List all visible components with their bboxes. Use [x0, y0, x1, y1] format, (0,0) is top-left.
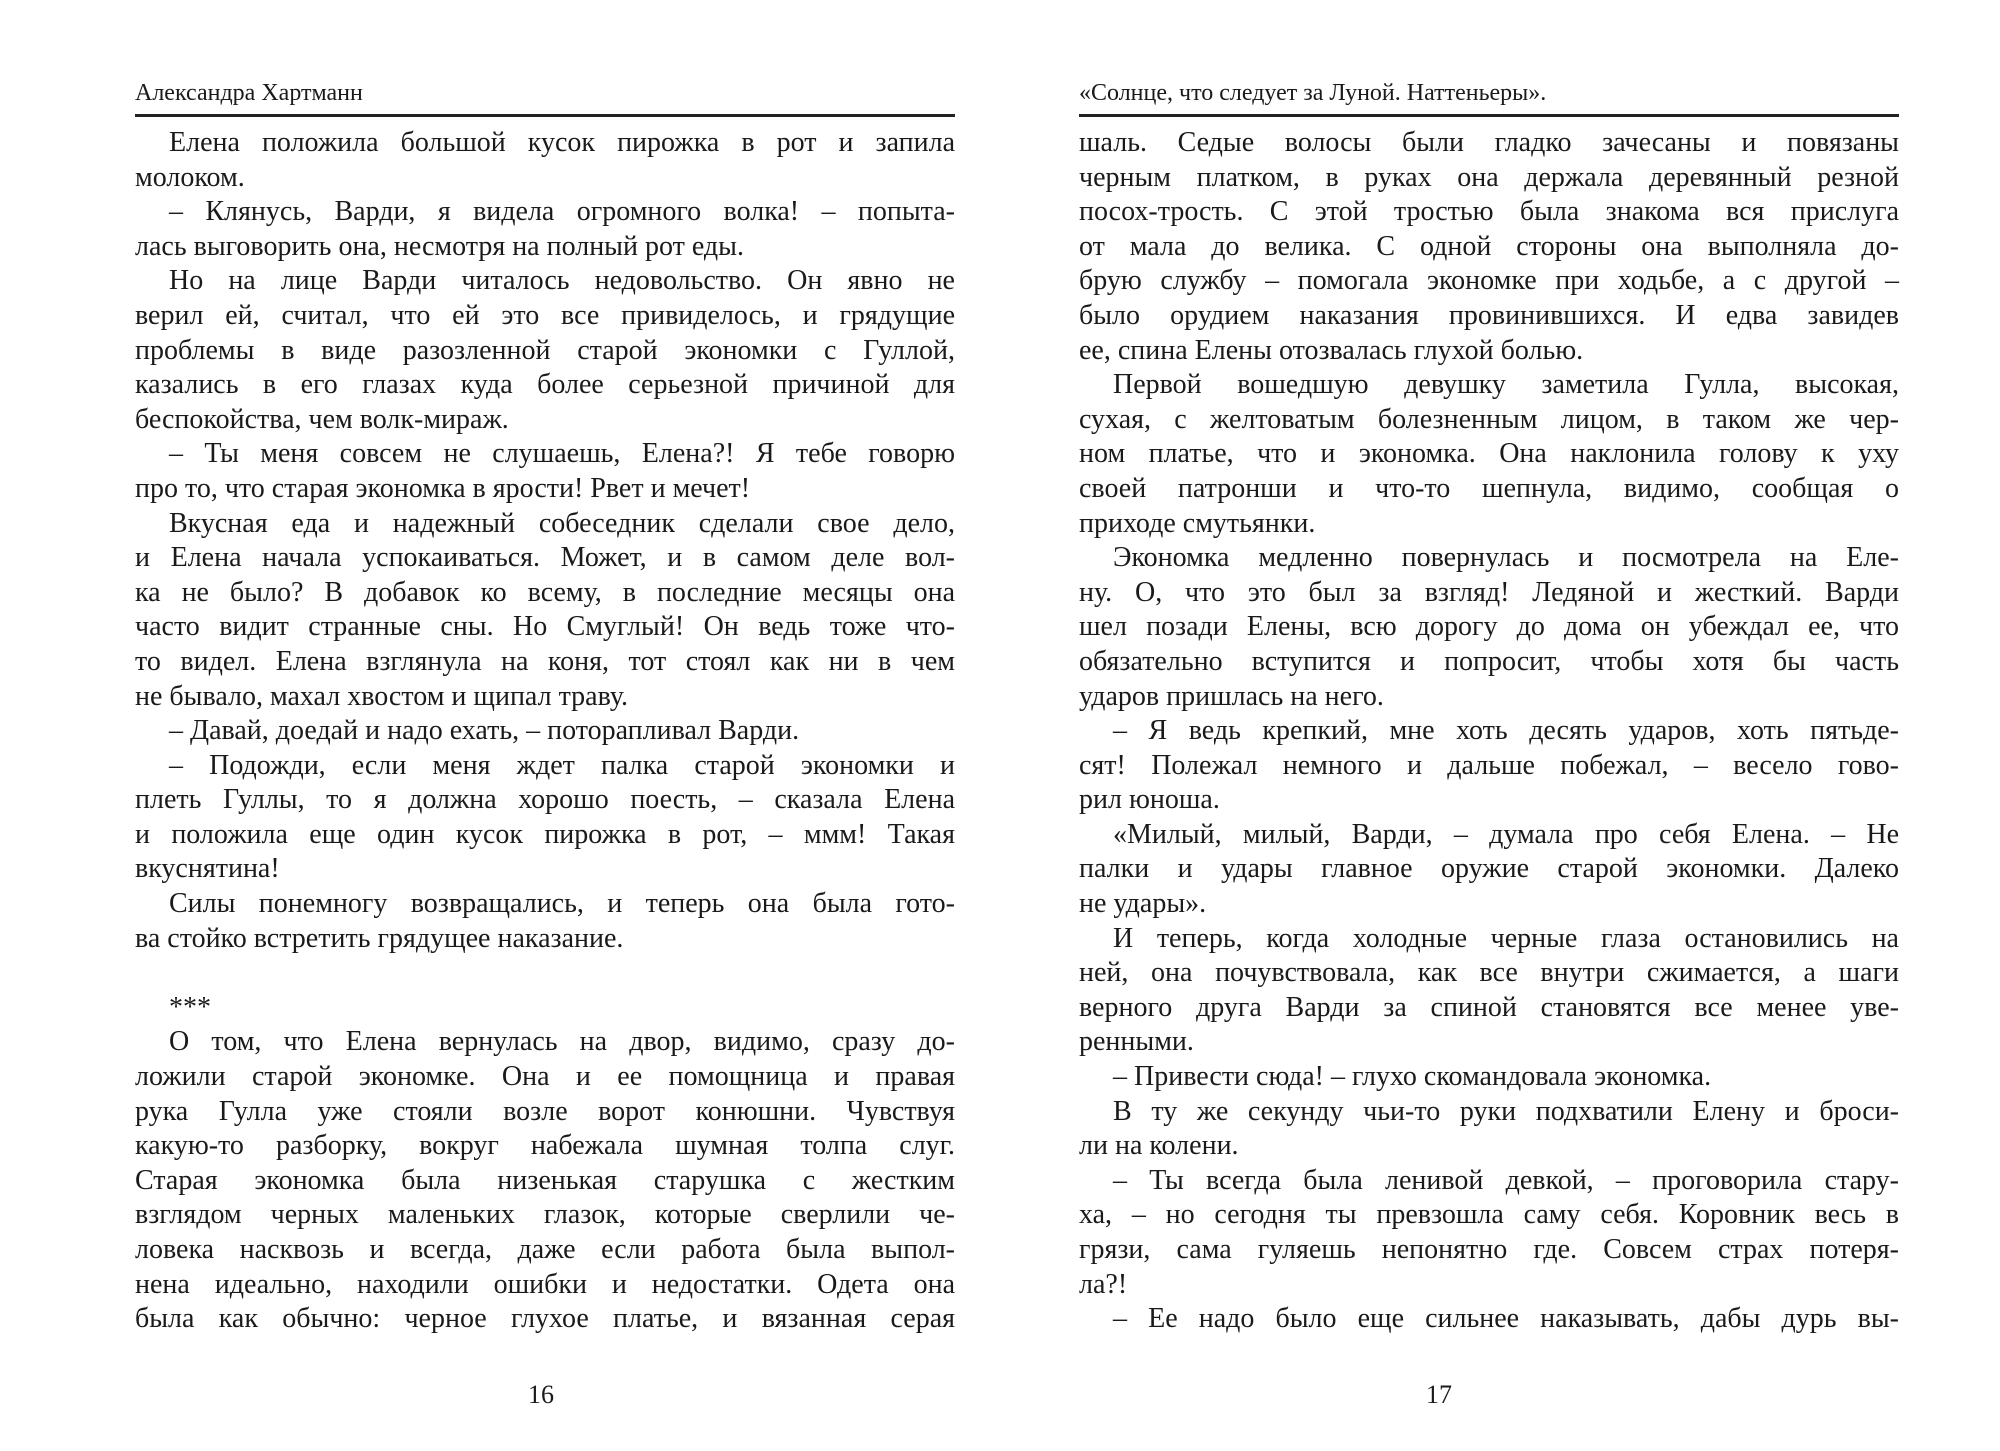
text-line: от мала до велика. С одной стороны она выполняла до- [1079, 230, 1899, 262]
text-line: обязательно вступится и попросит, чтобы хотя бы часть [1079, 645, 1899, 677]
page-number: 16 [528, 1380, 554, 1409]
text-line: Вкусная еда и надежный собеседник сделали свое дело, [169, 507, 955, 539]
text-line: черным платком, в руках она держала деревянный резной [1079, 161, 1899, 193]
text-line: палки и удары главное оружие старой экономки. Далеко [1079, 853, 1899, 885]
text-line: нена идеально, находили ошибки и недостатки. Одета она [135, 1268, 955, 1300]
text-line: О том, что Елена вернулась на двор, видимо, сразу до- [169, 1026, 955, 1058]
text-line: – Подожди, если меня ждет палка старой экономки и [169, 749, 955, 781]
text-line: брую службу – помогала экономке при ходьбе, а с другой – [1079, 265, 1899, 297]
text-line: посох-трость. С этой тростью была знакома вся прислуга [1079, 196, 1899, 228]
text-line: не бывало, махал хвостом и щипал траву. [135, 680, 629, 712]
text-line: ловека насквозь и всегда, даже если работа была выпол- [135, 1234, 955, 1265]
text-line: беспокойства, чем волк-мираж. [135, 403, 509, 435]
text-line: – Ты всегда была ленивой девкой, – проговорила стару- [1113, 1164, 1899, 1196]
page-number: 17 [1426, 1380, 1452, 1409]
text-line: ном платье, что и экономка. Она наклонила голову к уху [1079, 438, 1899, 470]
running-head-author: Александра Хартманн [135, 80, 363, 106]
text-line: ка не было? В добавок ко всему, в последние месяцы она [135, 576, 955, 608]
text-line: своей патронши и что-то шепнула, видимо, сообщая о [1079, 472, 1899, 504]
page-body [135, 126, 955, 1337]
text-line: и Елена начала успокаиваться. Может, и в самом деле вол- [135, 542, 955, 574]
text-line: верил ей, считал, что ей это все привиделось, и грядущие [135, 299, 955, 331]
text-line: не удары». [1079, 888, 1207, 920]
text-line: про то, что старая экономка в ярости! Рвет и мечет! [135, 472, 751, 504]
text-line: какую-то разборку, вокруг набежала шумная толпа слуг. [135, 1130, 955, 1162]
text-line: часто видит странные сны. Но Смуглый! Он ведь тоже что- [135, 611, 955, 643]
text-line: была как обычно: черное глухое платье, и вязанная серая [135, 1303, 955, 1335]
blank-line [135, 956, 955, 991]
text-line: казались в его глазах куда более серьезной причиной для [135, 369, 955, 401]
text-line: было орудием наказания провинившихся. И едва завидев [1079, 299, 1899, 331]
text-line: ха, – но сегодня ты превзошла саму себя. Коровник весь в [1079, 1199, 1899, 1231]
text-line: плеть Гуллы, то я должна хорошо поесть, – сказала Елена [135, 784, 955, 816]
text-line: шаль. Седые волосы были гладко зачесаны и повязаны [1079, 127, 1899, 158]
text-line: лась выговорить она, несмотря на полный рот еды. [135, 230, 744, 262]
header-rule [1079, 114, 1899, 117]
text-line: ударов пришлась на него. [1079, 680, 1384, 712]
section-break: *** [169, 991, 211, 1023]
page-body [1079, 126, 1899, 1337]
text-line: вкуснятина! [135, 853, 280, 885]
text-line: рука Гулла уже стояли возле ворот конюшни. Чувствуя [135, 1095, 955, 1127]
text-line: рил юноша. [1079, 784, 1220, 816]
text-line: молоком. [135, 161, 245, 193]
text-line: В ту же секунду чьи-то руки подхватили Елену и броси- [1113, 1095, 1899, 1127]
text-line: и положила еще один кусок пирожка в рот, – ммм! Такая [135, 818, 955, 850]
text-line: сухая, с желтоватым болезненным лицом, в таком же чер- [1079, 403, 1899, 435]
text-line: ложили старой экономке. Она и ее помощница и правая [135, 1061, 955, 1093]
text-line: – Я ведь крепкий, мне хоть десять ударов, хоть пятьде- [1113, 715, 1899, 747]
text-line: Силы понемногу возвращались, и теперь она была гото- [169, 888, 955, 920]
text-line: ва стойко встретить грядущее наказание. [135, 922, 624, 954]
text-line: ренными. [1079, 1026, 1194, 1058]
running-head-title: «Солнце, что следует за Луной. Наттеньеры». [1079, 80, 1547, 106]
text-line: Елена положила большой кусок пирожка в рот и запила [169, 127, 955, 158]
text-line: проблемы в виде разозленной старой экономки с Гуллой, [135, 334, 955, 366]
text-line: ней, она почувствовала, как все внутри сжимается, а шаги [1079, 957, 1899, 989]
text-line: ла?! [1079, 1268, 1128, 1300]
text-line: ну. О, что это был за взгляд! Ледяной и жесткий. Варди [1079, 576, 1899, 608]
text-line: И теперь, когда холодные черные глаза остановились на [1113, 922, 1899, 954]
text-line: – Ты меня совсем не слушаешь, Елена?! Я тебе говорю [169, 438, 955, 470]
text-line: Но на лице Варди читалось недовольство. Он явно не [169, 265, 955, 297]
text-line: – Давай, доедай и надо ехать, – поторапливал Варди. [169, 715, 800, 747]
text-line: Первой вошедшую девушку заметила Гулла, высокая, [1113, 369, 1899, 401]
text-line: то видел. Елена взглянула на коня, тот стоял как ни в чем [135, 645, 955, 677]
text-line: грязи, сама гуляешь непонятно где. Совсем страх потеря- [1079, 1234, 1899, 1265]
text-line: взглядом черных маленьких глазок, которые сверлили че- [135, 1199, 955, 1231]
text-line: приходе смутьянки. [1079, 507, 1316, 539]
text-line: сят! Полежал немного и дальше побежал, – весело гово- [1079, 749, 1899, 781]
right-page [1079, 0, 1899, 1451]
text-line: – Клянусь, Варди, я видела огромного волка! – попыта- [169, 196, 955, 228]
text-line: шел позади Елены, всю дорогу до дома он убеждал ее, что [1079, 611, 1899, 643]
text-line: Экономка медленно повернулась и посмотрела на Еле- [1113, 542, 1899, 574]
header-rule [135, 114, 955, 117]
text-line: Старая экономка была низенькая старушка с жестким [135, 1164, 955, 1196]
text-line: верного друга Варди за спиной становятся все менее уве- [1079, 991, 1899, 1023]
text-line: «Милый, милый, Варди, – думала про себя Елена. – Не [1113, 818, 1899, 850]
text-line: – Привести сюда! – глухо скомандовала экономка. [1113, 1061, 1712, 1093]
text-line: ли на колени. [1079, 1130, 1239, 1162]
left-page [135, 0, 955, 1451]
text-line: ее, спина Елены отозвалась глухой болью. [1079, 334, 1584, 366]
text-line: – Ее надо было еще сильнее наказывать, дабы дурь вы- [1113, 1303, 1899, 1335]
